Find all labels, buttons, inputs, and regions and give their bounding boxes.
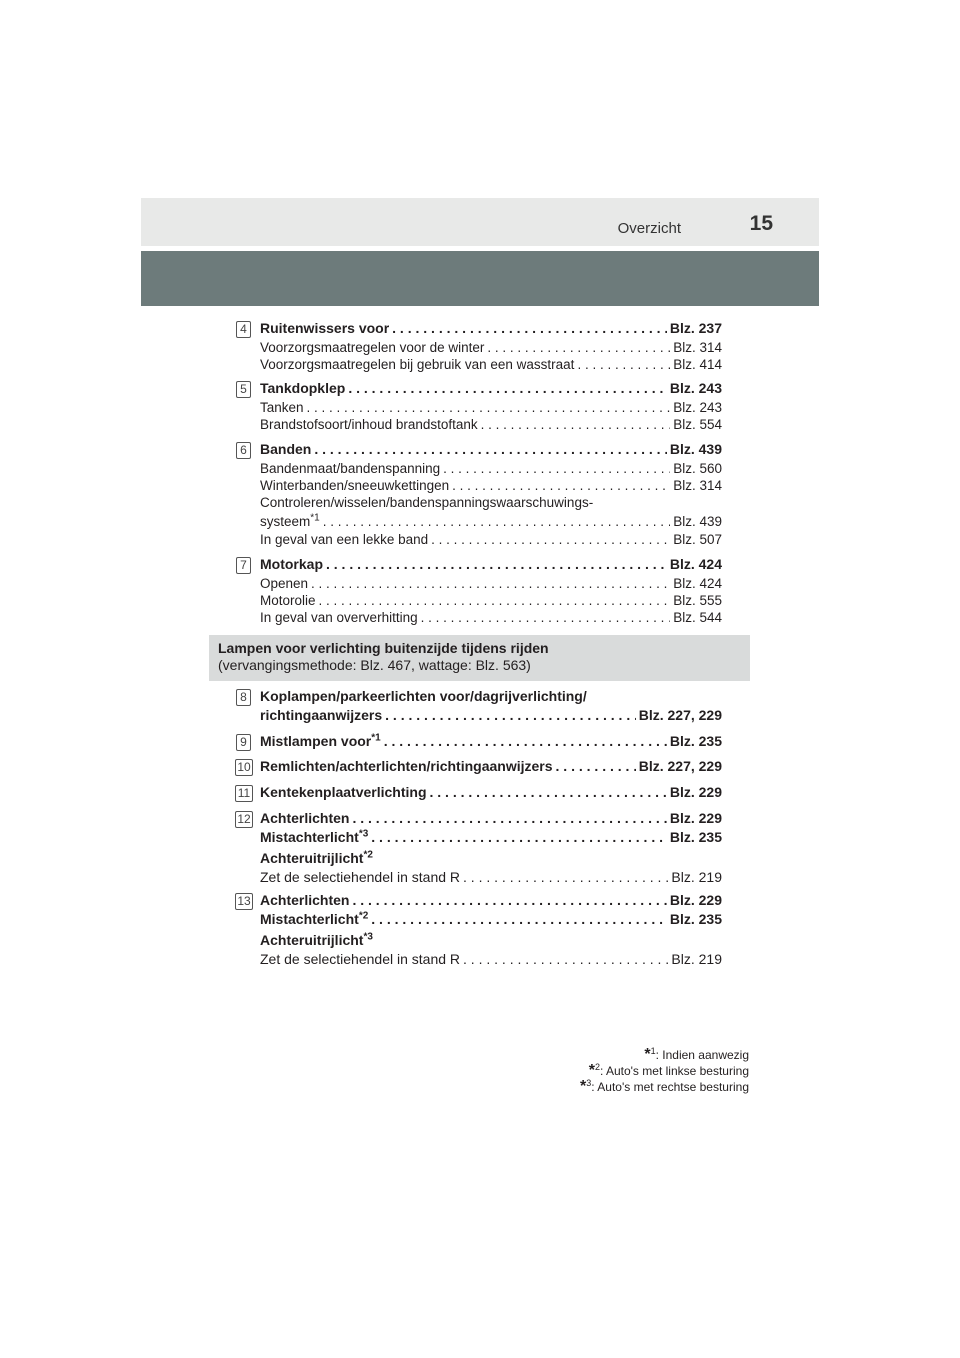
index-subentry: Motorolie . . . Blz. 555 — [260, 592, 722, 609]
index-subentry: Openen . . . Blz. 424 — [260, 575, 722, 592]
page-number: 15 — [749, 212, 773, 235]
index-subentry: Zet de selectiehendel in stand R . . . Blz. 219 — [260, 951, 722, 968]
index-subentry: Voorzorgsmaatregelen voor de winter . . . Blz. 314 — [260, 339, 722, 356]
header-band — [141, 251, 819, 306]
index-entry: Achteruitrijlicht$^{*3}$ — [260, 931, 373, 948]
index-entry: Kentekenplaatverlichting . . . Blz. 229 — [260, 784, 722, 801]
index-subentry: Brandstofsoort/inhoud brandstoftank . . . Blz. 554 — [260, 416, 722, 433]
item-number: 9 — [236, 734, 251, 751]
index-entry: Ruitenwissers voor . . . Blz. 237 — [260, 320, 722, 337]
index-entry: Koplampen/parkeerlichten voor/dagrijverlichting/ — [260, 688, 587, 704]
index-subentry: Winterbanden/sneeuwkettingen . . . Blz. 314 — [260, 477, 722, 494]
index-entry: Achterlichten . . . Blz. 229 — [260, 810, 722, 827]
item-number: 13 — [235, 893, 253, 910]
item-number: 5 — [236, 381, 251, 398]
item-number: 7 — [236, 557, 251, 574]
index-entry: richtingaanwijzers . . . Blz. 227, 229 — [260, 707, 722, 724]
index-entry: Mistachterlicht$^{*2}$ . . . Blz. 235 — [260, 911, 722, 928]
index-entry: Banden . . . Blz. 439 — [260, 441, 722, 458]
index-entry: Tankdopklep . . . Blz. 243 — [260, 380, 722, 397]
footnote: *$^2$: Auto's met linkse besturing — [588, 1062, 749, 1079]
page-header — [141, 198, 819, 246]
section-heading: Lampen voor verlichting buitenzijde tijdens rijden — [218, 640, 549, 656]
index-entry: Remlichten/achterlichten/richtingaanwijzers . . . Blz. 227, 229 — [260, 758, 722, 775]
index-subentry: Controleren/wisselen/bandenspanningswaarschuwings- — [260, 495, 594, 510]
index-subentry: Bandenmaat/bandenspanning . . . Blz. 560 — [260, 460, 722, 477]
index-subentry: Zet de selectiehendel in stand R . . . Blz. 219 — [260, 869, 722, 886]
item-number: 12 — [235, 811, 253, 828]
item-number: 4 — [236, 321, 251, 338]
index-subentry: Tanken . . . Blz. 243 — [260, 399, 722, 416]
section-title: Overzicht — [617, 220, 681, 237]
index-entry: Motorkap . . . Blz. 424 — [260, 556, 722, 573]
footnotes — [580, 1047, 749, 1095]
index-entry: Achteruitrijlicht$^{*2}$ — [260, 849, 373, 866]
item-number: 8 — [236, 689, 251, 706]
item-number: 6 — [236, 442, 251, 459]
index-entry: Achterlichten . . . Blz. 229 — [260, 892, 722, 909]
index-subentry: Voorzorgsmaatregelen bij gebruik van een wasstraat . . . Blz. 414 — [260, 356, 722, 373]
index-subentry: systeem$^{*1}$ . . . Blz. 439 — [260, 513, 722, 530]
item-number: 11 — [235, 785, 253, 802]
index-entry: Mistachterlicht$^{*3}$ . . . Blz. 235 — [260, 829, 722, 846]
item-number: 10 — [235, 759, 253, 776]
index-subentry: In geval van een lekke band . . . Blz. 507 — [260, 531, 722, 548]
section-heading-box — [209, 635, 750, 681]
footnote: *$^3$: Auto's met rechtse besturing — [580, 1078, 749, 1095]
index-entry: Mistlampen voor$^{*1}$ . . . Blz. 235 — [260, 733, 722, 750]
section-subheading: (vervangingsmethode: Blz. 467, wattage: Blz. 563) — [218, 657, 531, 673]
footnote: *$^1$: Indien aanwezig — [644, 1046, 749, 1063]
index-subentry: In geval van oververhitting . . . Blz. 544 — [260, 609, 722, 626]
